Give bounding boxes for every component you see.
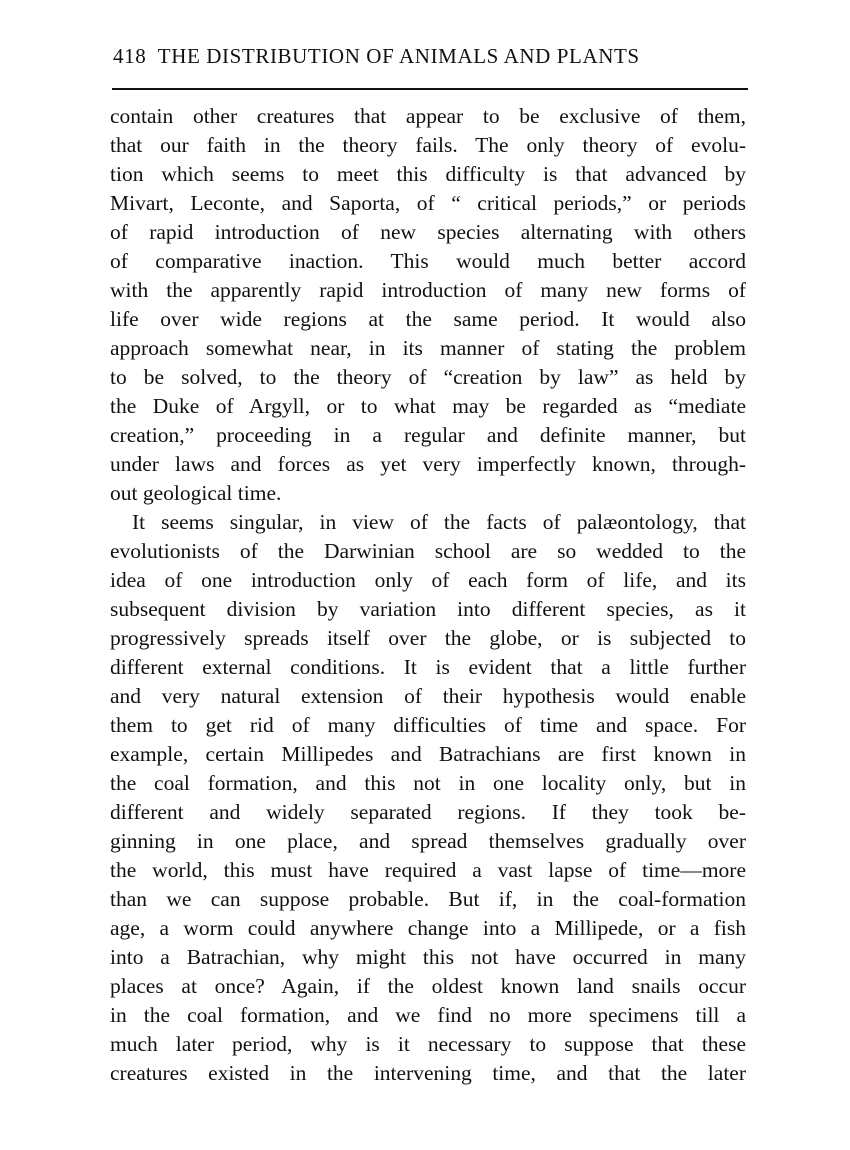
text-line: under laws and forces as yet very imperfectly known, through- (110, 452, 746, 476)
text-line: of rapid introduction of new species alternating with others (110, 220, 746, 244)
page-number: 418 (113, 44, 147, 68)
text-line: than we can suppose probable. But if, in the coal-formation (110, 887, 746, 911)
running-head (113, 44, 753, 69)
text-line: example, certain Millipedes and Batrachians are first known in (110, 742, 746, 766)
paragraph-1 (110, 102, 746, 508)
text-line: them to get rid of many difficulties of time and space. For (110, 713, 746, 737)
body-text (110, 102, 746, 1088)
text-line: that our faith in the theory fails. The only theory of evolu- (110, 133, 746, 157)
text-line: progressively spreads itself over the globe, or is subjected to (110, 626, 746, 650)
text-line: different and widely separated regions. If they took be- (110, 800, 746, 824)
text-line: out geological time. (110, 481, 282, 505)
text-line: places at once? Again, if the oldest known land snails occur (110, 974, 746, 998)
running-title: THE DISTRIBUTION OF ANIMALS AND PLANTS (157, 44, 640, 68)
text-line: contain other creatures that appear to be exclusive of them, (110, 104, 746, 128)
text-line: in the coal formation, and we find no more specimens till a (110, 1003, 746, 1027)
text-line: subsequent division by variation into different species, as it (110, 597, 746, 621)
text-line: to be solved, to the theory of “creation by law” as held by (110, 365, 746, 389)
text-line: Mivart, Leconte, and Saporta, of “ critical periods,” or periods (110, 191, 746, 215)
text-line: ginning in one place, and spread themselves gradually over (110, 829, 746, 853)
text-line: different external conditions. It is evident that a little further (110, 655, 746, 679)
text-line: age, a worm could anywhere change into a Millipede, or a fish (110, 916, 746, 940)
text-line: much later period, why is it necessary to suppose that these (110, 1032, 746, 1056)
text-line: creation,” proceeding in a regular and definite manner, but (110, 423, 746, 447)
text-line: evolutionists of the Darwinian school are so wedded to the (110, 539, 746, 563)
text-line: the Duke of Argyll, or to what may be regarded as “mediate (110, 394, 746, 418)
text-line: with the apparently rapid introduction of many new forms of (110, 278, 746, 302)
text-line: into a Batrachian, why might this not have occurred in many (110, 945, 746, 969)
text-line: approach somewhat near, in its manner of stating the problem (110, 336, 746, 360)
text-line: and very natural extension of their hypothesis would enable (110, 684, 746, 708)
text-line: It seems singular, in view of the facts of palæontology, that (132, 510, 746, 534)
text-line: tion which seems to meet this difficulty is that advanced by (110, 162, 746, 186)
text-line: the coal formation, and this not in one locality only, but in (110, 771, 746, 795)
header-rule (112, 88, 748, 90)
text-line: the world, this must have required a vast lapse of time—more (110, 858, 746, 882)
text-line: life over wide regions at the same period. It would also (110, 307, 746, 331)
text-line: of comparative inaction. This would much better accord (110, 249, 746, 273)
text-line: idea of one introduction only of each form of life, and its (110, 568, 746, 592)
text-line: creatures existed in the intervening time, and that the later (110, 1061, 746, 1085)
paragraph-2 (110, 508, 746, 1088)
